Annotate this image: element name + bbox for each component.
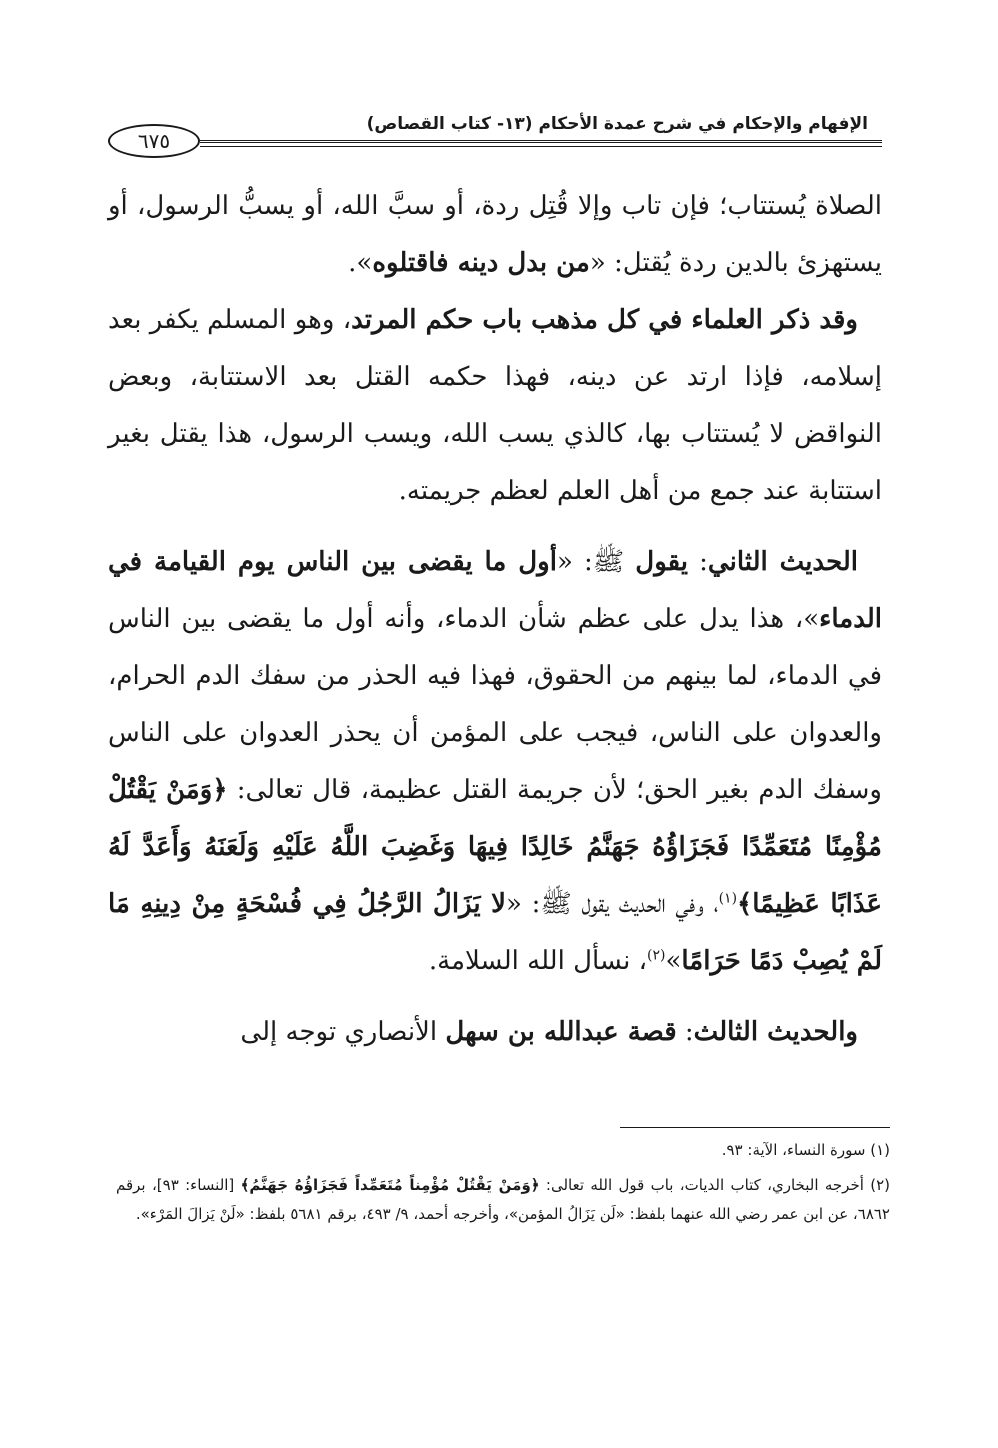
footnote-separator: [620, 1127, 890, 1128]
hadith-quote: من بدل دينه فاقتلوه: [372, 248, 590, 278]
hadith-quote: لا يَزَالُ الرَّجُلُ فِي فُسْحَةٍ مِنْ دِينِهِ مَا لَمْ يُصِبْ دَمًا حَرَامًا: [108, 889, 882, 976]
bold-phrase: قصة عبدالله بن سهل: [445, 1017, 677, 1047]
paragraph-1: [108, 178, 882, 292]
section-heading: والحديث الثالث: [693, 1017, 858, 1047]
paragraph-3: [108, 534, 882, 990]
text-run: ، وهو المسلم يكفر بعد إسلامه، فإذا ارتد عن دينه، فهذا حكمه القتل بعد الاستتابة، وبعض النواقض لا يُستتاب بها، كالذي يسب الله، ويسب الرسول، هذا يقتل بغير استتابة عند جمع من أهل العلم لعظم جريمته.: [108, 305, 882, 506]
text-run: ، وفي الحديث يقول ﷺ: «: [505, 889, 719, 919]
footnote-1: (١) سورة النساء، الآية: ٩٣.: [721, 1141, 890, 1159]
header-rule: [200, 140, 882, 147]
footnote-ref-2[interactable]: (٢): [646, 947, 666, 964]
bold-phrase: وقد ذكر العلماء في كل مذهب باب حكم المرتد: [351, 305, 858, 335]
paragraph-2: [108, 292, 882, 520]
footnote-2: [116, 1171, 890, 1229]
footnotes: [116, 1136, 890, 1235]
text-run: :: [676, 1017, 694, 1047]
quran-verse: ﴿وَمَنْ يَقْتُلْ مُؤْمِناً مُتَعَمِّداً فَجَزَاؤُهُ جَهَنَّمُ﴾: [240, 1176, 540, 1194]
footnote-ref-1[interactable]: (١): [718, 890, 738, 907]
paragraph-4: [108, 1004, 882, 1061]
text-run: ، نسأل الله السلامة.: [428, 946, 647, 976]
text-run: ».: [348, 248, 373, 278]
text-run: [النساء: ٩٣]، برقم ٦٨٦٢، عن ابن عمر رضي الله عنهما بلفظ: «لَن يَزَالُ المؤمن»، وأخرجه أحمد، ٩/ ٤٩٣، برقم ٥٦٨١ بلفظ: «لَنْ يَزالَ المَرْء».: [116, 1176, 890, 1223]
bold-phrase: يقول: [635, 547, 689, 577]
text-run: ﷺ: «: [556, 547, 636, 577]
text-run: الصلاة يُستتاب؛ فإن تاب وإلا قُتِل ردة، أو سبَّ الله، أو يسبُّ الرسول، أو يستهزئ بالدين ردة يُقتل: «: [108, 191, 882, 278]
text-run: الأنصاري توجه إلى: [240, 1017, 446, 1047]
text-run: »: [665, 946, 682, 976]
main-text: [108, 178, 882, 1061]
text-run: »، هذا يدل على عظم شأن الدماء، وأنه أول ما يقضى بين الناس في الدماء، لما بينهم من الحقوق، فهذا فيه الحذر من سفك الدم الحرام، والعدوان على الناس، فيجب على المؤمن أن يحذر العدوان على الناس وسفك الدم بغير الحق؛ لأن جريمة القتل عظيمة، قال تعالى:: [108, 604, 882, 805]
text-run: (٢) أخرجه البخاري، كتاب الديات، باب قول الله تعالى:: [539, 1176, 890, 1194]
page-header: [108, 104, 882, 162]
page-number: ٦٧٥: [108, 124, 200, 158]
hadith-quote: أول ما يقضى بين الناس يوم القيامة في الدماء: [108, 547, 882, 634]
quran-verse: ﴿وَمَنْ يَقْتُلْ مُؤْمِنًا مُتَعَمِّدًا فَجَزَاؤُهُ جَهَنَّمُ خَالِدًا فِيهَا وَغَضِبَ اللَّهُ عَلَيْهِ وَلَعَنَهُ وَأَعَدَّ لَهُ عَذَابًا عَظِيمًا﴾: [108, 775, 882, 919]
page: [108, 104, 882, 1061]
section-heading: الحديث الثاني: [707, 547, 859, 577]
text-run: :: [688, 547, 708, 577]
running-title: الإفهام والإحكام في شرح عمدة الأحكام (١٣- كتاب القصاص): [366, 114, 868, 134]
